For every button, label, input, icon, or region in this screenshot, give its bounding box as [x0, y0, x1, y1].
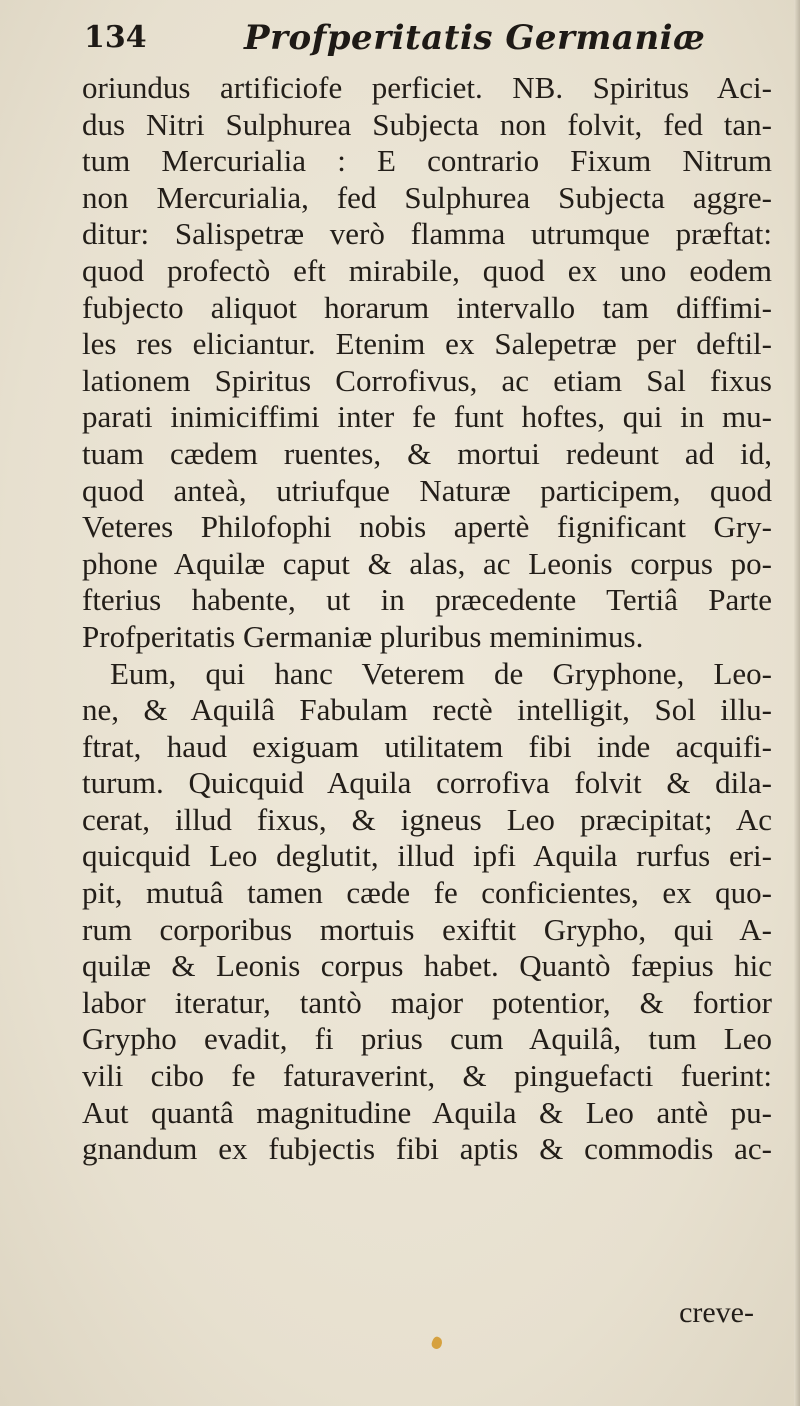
text-line: ne, & Aquilâ Fabulam rectè intelligit, Sol illu-	[82, 692, 772, 728]
text-line: Aut quantâ magnitudine Aquila & Leo antè pu-	[82, 1094, 772, 1130]
text-line: oriundus artificiofe perficiet. NB. Spiritus Aci-	[82, 70, 772, 105]
text-line: tuam cædem ruentes, & mortui redeunt ad id,	[82, 435, 772, 471]
paper-speck	[430, 1335, 444, 1350]
text-line: quicquid Leo deglutit, illud ipfi Aquila rurfus eri-	[82, 838, 772, 874]
text-line: labor iteratur, tantò major potentior, & fortior	[82, 984, 772, 1020]
text-line: quod profectò eft mirabile, quod ex uno eodem	[82, 252, 772, 288]
text-line: non Mercurialia, fed Sulphurea Subjecta aggre-	[82, 179, 772, 215]
text-line: tum Mercurialia : E contrario Fixum Nitrum	[82, 143, 772, 179]
catchword: creve-	[679, 1296, 754, 1329]
text-line: lationem Spiritus Corrofivus, ac etiam Sal fixus	[82, 362, 772, 398]
text-line: ftrat, haud exiguam utilitatem fibi inde acquifi-	[82, 728, 772, 764]
page-number: 134	[84, 20, 147, 55]
text-line: dus Nitri Sulphurea Subjecta non folvit, fed tan-	[82, 106, 772, 142]
page-edge	[794, 0, 800, 1406]
text-line: Grypho evadit, fi prius cum Aquilâ, tum Leo	[82, 1021, 772, 1057]
text-line: Veteres Philofophi nobis apertè fignificant Gry-	[82, 509, 772, 545]
text-line: rum corporibus mortuis exiftit Grypho, qui A-	[82, 911, 772, 947]
text-line: cerat, illud fixus, & igneus Leo præcipitat; Ac	[82, 801, 772, 837]
text-line: parati inimiciffimi inter fe funt hoftes, qui in mu-	[82, 399, 772, 435]
text-line: gnandum ex fubjectis fibi aptis & commodis ac-	[82, 1131, 772, 1167]
text-line: ditur: Salispetræ verò flamma utrumque præftat:	[82, 216, 772, 252]
text-line: Eum, qui hanc Veterem de Gryphone, Leo-	[110, 655, 772, 691]
page-header	[84, 14, 784, 64]
text-line: Profperitatis Germaniæ pluribus meminimus.	[82, 618, 644, 654]
text-line: fubjecto aliquot horarum intervallo tam diffimi-	[82, 289, 772, 325]
text-line: pit, mutuâ tamen cæde fe conficientes, ex quo-	[82, 875, 772, 911]
text-line: les res eliciantur. Etenim ex Salepetræ per deftil-	[82, 326, 772, 362]
text-line: phone Aquilæ caput & alas, ac Leonis corpus po-	[82, 545, 772, 581]
text-line: fterius habente, ut in præcedente Tertiâ Parte	[82, 582, 772, 618]
text-line: turum. Quicquid Aquila corrofiva folvit & dila-	[82, 765, 772, 801]
text-line: vili cibo fe faturaverint, & pinguefacti fuerint:	[82, 1058, 772, 1094]
running-head: Profperitatis Germaniæ	[244, 18, 706, 58]
body-text	[82, 70, 772, 1168]
text-line: quod anteà, utriufque Naturæ participem, quod	[82, 472, 772, 508]
text-line: quilæ & Leonis corpus habet. Quantò fæpius hic	[82, 948, 772, 984]
